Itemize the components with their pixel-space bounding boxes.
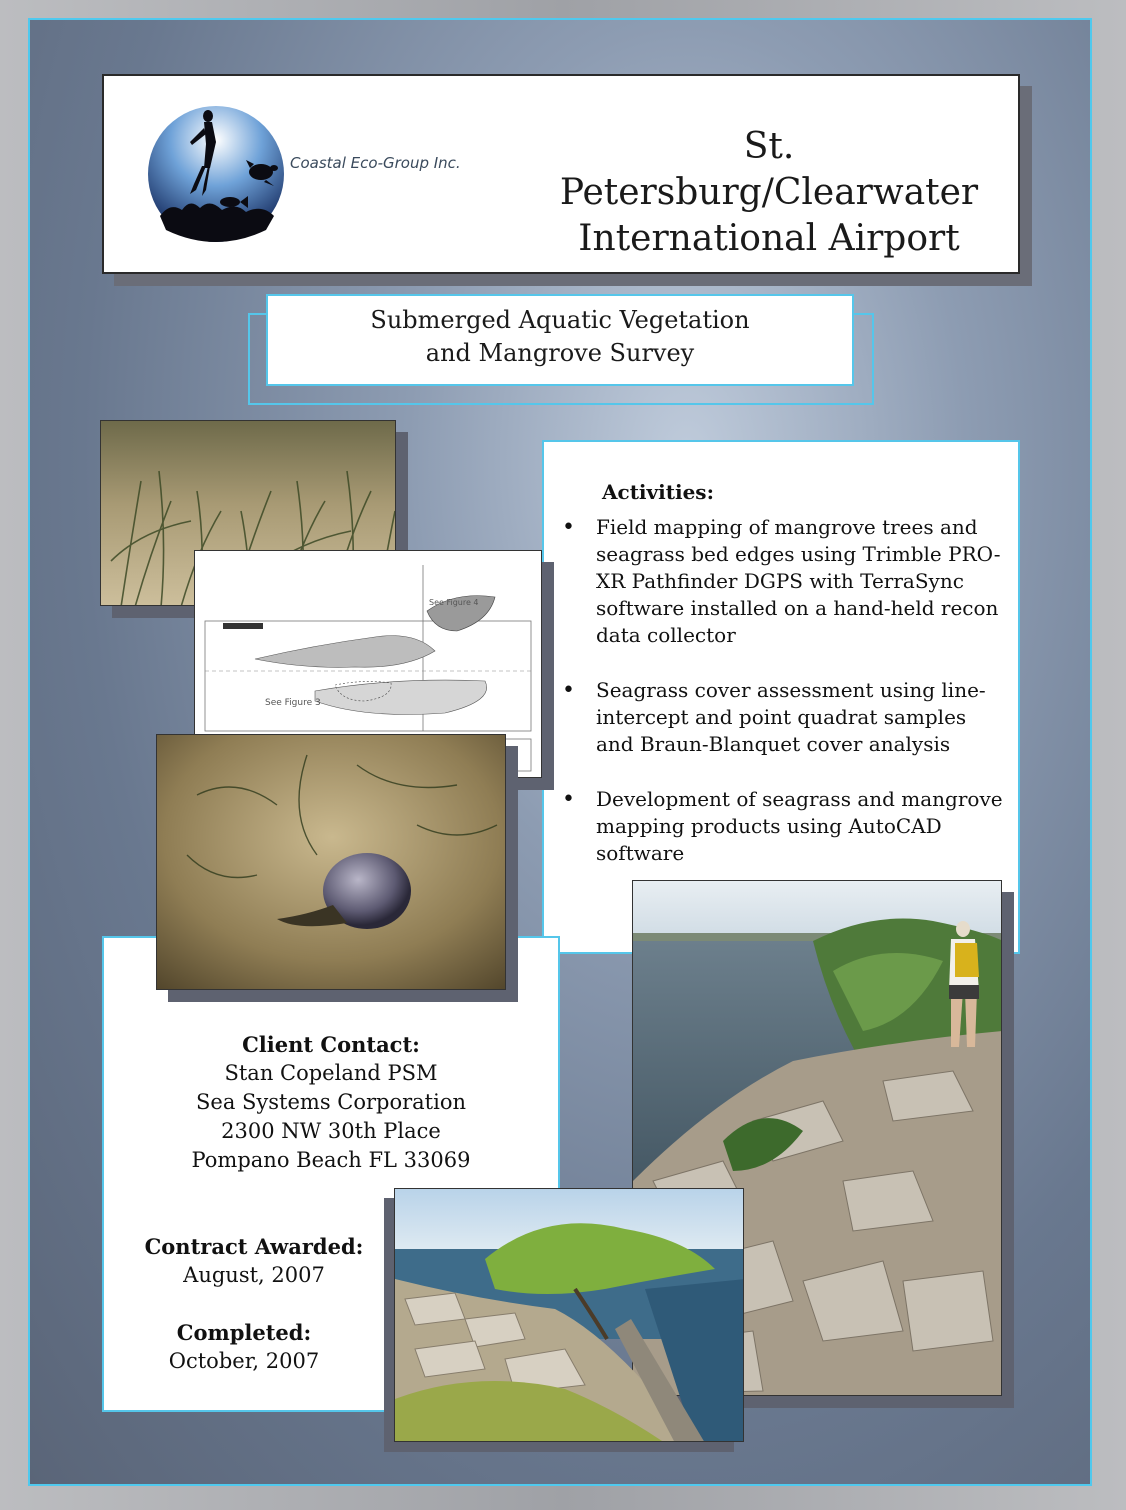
logo-text: Coastal Eco-Group Inc. [290, 154, 461, 172]
subtitle-line-1: Submerged Aquatic Vegetation [370, 306, 750, 334]
contract-awarded-label: Contract Awarded: [144, 1234, 364, 1259]
completed-date: October, 2007 [168, 1349, 320, 1373]
title-line-1: St. Petersburg/Clearwater [559, 126, 979, 213]
contact-address-1: 2300 NW 30th Place [221, 1119, 441, 1143]
map-label-figure-4: See Figure 4 [429, 598, 479, 607]
company-logo [146, 98, 286, 248]
subtitle [268, 304, 852, 370]
subtitle-box [266, 294, 854, 386]
activities-heading: Activities: [602, 480, 714, 504]
activities-list [562, 514, 1004, 895]
map-label-figure-3: See Figure 3 [265, 698, 321, 708]
activities-box [542, 440, 1020, 954]
snail-photo [156, 734, 506, 990]
contact-name: Stan Copeland PSM [224, 1061, 438, 1085]
client-contact [104, 1030, 558, 1175]
contact-address-2: Pompano Beach FL 33069 [191, 1148, 471, 1172]
subtitle-line-2: and Mangrove Survey [425, 339, 695, 367]
client-contact-heading: Client Contact: [242, 1032, 420, 1057]
activity-item-2: • Seagrass cover assessment using line-intercept and point quadrat samples and Braun-Blanquet cover analysis [562, 677, 1004, 758]
activity-item-3: • Development of seagrass and mangrove mapping products using AutoCAD software [562, 786, 1004, 867]
mangrove-photo [394, 1188, 744, 1442]
completed [104, 1318, 384, 1376]
title-line-2: International Airport [578, 218, 960, 259]
contract-awarded [104, 1232, 404, 1290]
contract-awarded-date: August, 2007 [183, 1263, 325, 1287]
page-title [534, 124, 1004, 262]
activity-item-1: • Field mapping of mangrove trees and seagrass bed edges using Trimble PRO-XR Pathfinder DGPS with TerraSync software installed on a hand-held recon data collector [562, 514, 1004, 649]
title-box [102, 74, 1020, 274]
contact-company: Sea Systems Corporation [196, 1090, 466, 1114]
completed-label: Completed: [176, 1320, 312, 1345]
